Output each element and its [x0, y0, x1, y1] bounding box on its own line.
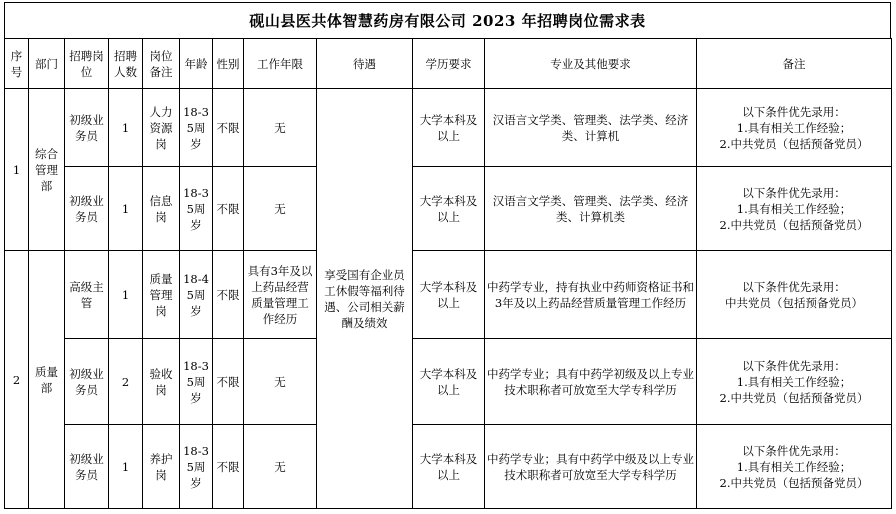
- gender: 不限: [213, 339, 244, 425]
- age: 18-35周岁: [180, 425, 213, 509]
- position: 初级业务员: [65, 425, 109, 509]
- requirements: 汉语言文学类、管理类、法学类、经济类、计算机类: [485, 167, 697, 251]
- row-number: 2: [5, 251, 29, 509]
- requirements: 中药学专业；具有中药学初级及以上专业技术职称者可放宽至大学专科学历: [485, 339, 697, 425]
- position-note: 质量管理岗: [143, 251, 180, 339]
- table-row: [5, 339, 892, 425]
- age: 18-35周岁: [180, 89, 213, 167]
- headcount: 1: [109, 89, 143, 167]
- work-years: 无: [244, 89, 317, 167]
- remark: 以下条件优先录用： 1.具有相关工作经验； 2.中共党员（包括预备党员）: [697, 339, 892, 425]
- header-cell: 备注: [697, 39, 892, 89]
- requirements: 汉语言文学类、管理类、法学类、经济类、计算机: [485, 89, 697, 167]
- header-cell: 待遇: [317, 39, 413, 89]
- header-cell: 招聘人数: [109, 39, 143, 89]
- header-cell: 年龄: [180, 39, 213, 89]
- remark: 以下条件优先录用： 1.具有相关工作经验； 2.中共党员（包括预备党员）: [697, 167, 892, 251]
- treatment: 享受国有企业员工休假等福利待遇、公司相关薪酬及绩效: [317, 89, 413, 509]
- work-years: 具有3年及以上药品经营质量管理工作经历: [244, 251, 317, 339]
- department: 质量部: [29, 251, 65, 509]
- header-cell: 工作年限: [244, 39, 317, 89]
- table-row: [5, 425, 892, 509]
- remark: 以下条件优先录用： 1.具有相关工作经验； 2.中共党员（包括预备党员）: [697, 89, 892, 167]
- position: 初级业务员: [65, 167, 109, 251]
- work-years: 无: [244, 339, 317, 425]
- position: 初级业务员: [65, 89, 109, 167]
- header-cell: 序号: [5, 39, 29, 89]
- position: 初级业务员: [65, 339, 109, 425]
- recruitment-table: [4, 38, 892, 509]
- table-row: [5, 167, 892, 251]
- work-years: 无: [244, 167, 317, 251]
- row-number: 1: [5, 89, 29, 251]
- department: 综合管理部: [29, 89, 65, 251]
- work-years: 无: [244, 425, 317, 509]
- position-note: 养护岗: [143, 425, 180, 509]
- header-cell: 招聘岗位: [65, 39, 109, 89]
- age: 18-45周岁: [180, 251, 213, 339]
- position-note: 信息岗: [143, 167, 180, 251]
- header-cell: 学历要求: [413, 39, 485, 89]
- table-row: [5, 89, 892, 167]
- recruitment-document: [4, 2, 891, 509]
- age: 18-35周岁: [180, 339, 213, 425]
- requirements: 中药学专业，持有执业中药师资格证书和3年及以上药品经营质量管理工作经历: [485, 251, 697, 339]
- age: 18-35周岁: [180, 167, 213, 251]
- gender: 不限: [213, 89, 244, 167]
- headcount: 1: [109, 251, 143, 339]
- position-note: 人力资源岗: [143, 89, 180, 167]
- gender: 不限: [213, 251, 244, 339]
- headcount: 2: [109, 339, 143, 425]
- education: 大学本科及以上: [413, 251, 485, 339]
- header-cell: 性别: [213, 39, 244, 89]
- requirements: 中药学专业；具有中药学中级及以上专业技术职称者可放宽至大学专科学历: [485, 425, 697, 509]
- position: 高级主管: [65, 251, 109, 339]
- document-title: 砚山县医共体智慧药房有限公司 2023 年招聘岗位需求表: [4, 2, 891, 38]
- table-row: [5, 251, 892, 339]
- gender: 不限: [213, 167, 244, 251]
- remark: 以下条件优先录用： 1.具有相关工作经验； 2.中共党员（包括预备党员）: [697, 425, 892, 509]
- headcount: 1: [109, 425, 143, 509]
- header-row: [5, 39, 892, 89]
- education: 大学本科及以上: [413, 339, 485, 425]
- header-cell: 专业及其他要求: [485, 39, 697, 89]
- gender: 不限: [213, 425, 244, 509]
- header-cell: 岗位备注: [143, 39, 180, 89]
- position-note: 验收岗: [143, 339, 180, 425]
- education: 大学本科及以上: [413, 89, 485, 167]
- education: 大学本科及以上: [413, 425, 485, 509]
- education: 大学本科及以上: [413, 167, 485, 251]
- remark: 以下条件优先录用： 中共党员（包括预备党员）: [697, 251, 892, 339]
- header-cell: 部门: [29, 39, 65, 89]
- headcount: 1: [109, 167, 143, 251]
